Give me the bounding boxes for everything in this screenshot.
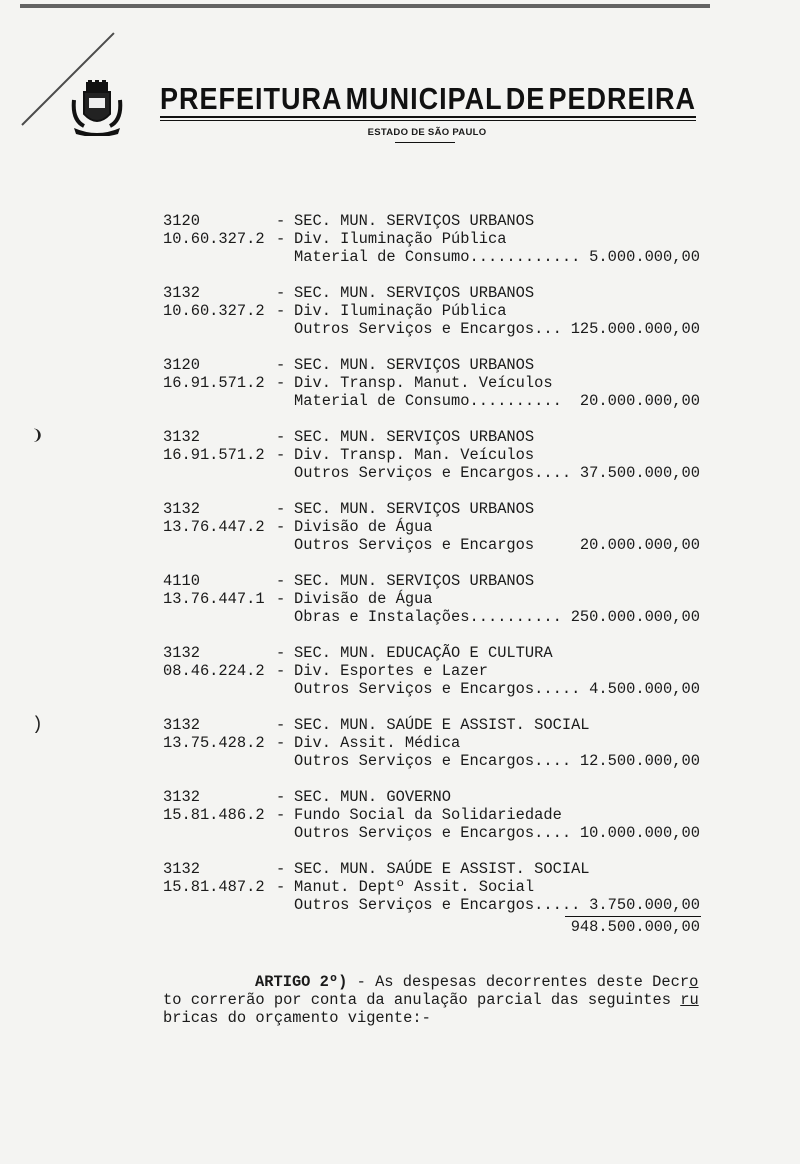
secretariat-name: SEC. MUN. SERVIÇOS URBANOS [294, 284, 535, 302]
element-code: 3132 [163, 860, 200, 878]
total-amount: 948.500.000,00 [570, 918, 700, 936]
title-word: PEDREIRA [548, 82, 696, 116]
division-name: Div. Iluminação Pública [294, 302, 507, 320]
expense-amount: 125.000.000,00 [570, 320, 700, 338]
separator-dash: - [276, 590, 286, 608]
title-word: MUNICIPAL [345, 82, 503, 116]
expense-amount: 250.000.000,00 [570, 608, 700, 626]
separator-dash: - [276, 302, 286, 320]
secretariat-name: SEC. MUN. SAÚDE E ASSIST. SOCIAL [294, 716, 590, 734]
separator-dash: - [276, 734, 286, 752]
division-name: Divisão de Água [294, 590, 433, 608]
program-code: 13.76.447.1 [163, 590, 265, 608]
hyphen-mark: ru [680, 991, 699, 1009]
secretariat-name: SEC. MUN. EDUCAÇÃO E CULTURA [294, 644, 553, 662]
separator-dash: - [276, 860, 286, 878]
title-rule [160, 116, 696, 118]
title-rule-thin [160, 120, 696, 121]
secretariat-name: SEC. MUN. SERVIÇOS URBANOS [294, 212, 535, 230]
division-name: Manut. Deptº Assit. Social [294, 878, 535, 896]
division-name: Div. Transp. Manut. Veículos [294, 374, 553, 392]
separator-dash: - [276, 572, 286, 590]
secretariat-name: SEC. MUN. SERVIÇOS URBANOS [294, 572, 535, 590]
program-code: 16.91.571.2 [163, 374, 265, 392]
division-name: Fundo Social da Solidariedade [294, 806, 562, 824]
separator-dash: - [276, 428, 286, 446]
expense-amount: 5.000.000,00 [589, 248, 700, 266]
separator-dash: - [276, 806, 286, 824]
subtitle-rule [395, 142, 455, 143]
program-code: 10.60.327.2 [163, 302, 265, 320]
separator-dash: - [276, 716, 286, 734]
element-code: 3132 [163, 428, 200, 446]
separator-dash: - [276, 374, 286, 392]
element-code: 4110 [163, 572, 200, 590]
secretariat-name: SEC. MUN. SERVIÇOS URBANOS [294, 356, 535, 374]
separator-dash: - [276, 284, 286, 302]
program-code: 15.81.486.2 [163, 806, 265, 824]
program-code: 10.60.327.2 [163, 230, 265, 248]
expense-item: Outros Serviços e Encargos..... [294, 680, 581, 698]
program-code: 15.81.487.2 [163, 878, 265, 896]
separator-dash: - [276, 230, 286, 248]
element-code: 3132 [163, 788, 200, 806]
separator-dash: - [276, 644, 286, 662]
program-code: 13.76.447.2 [163, 518, 265, 536]
expense-amount: 3.750.000,00 [589, 896, 700, 914]
secretariat-name: SEC. MUN. SERVIÇOS URBANOS [294, 500, 535, 518]
program-code: 08.46.224.2 [163, 662, 265, 680]
separator-dash: - [276, 500, 286, 518]
article-text: - As despesas decorrentes deste Decr [347, 973, 690, 991]
division-name: Div. Iluminação Pública [294, 230, 507, 248]
article-text: to correrão por conta da anulação parcial das seguintes [163, 991, 681, 1009]
division-name: Div. Esportes e Lazer [294, 662, 488, 680]
scan-edge-mark [20, 4, 710, 8]
state-subtitle: ESTADO DE SÃO PAULO [367, 127, 487, 138]
title-word: DE [505, 82, 546, 116]
program-code: 13.75.428.2 [163, 734, 265, 752]
element-code: 3132 [163, 716, 200, 734]
program-code: 16.91.571.2 [163, 446, 265, 464]
division-name: Div. Transp. Man. Veículos [294, 446, 535, 464]
article-line-1 [163, 973, 698, 991]
separator-dash: - [276, 356, 286, 374]
expense-amount: 20.000.000,00 [579, 536, 700, 554]
municipal-coat-of-arms-icon [70, 80, 124, 136]
secretariat-name: SEC. MUN. SAÚDE E ASSIST. SOCIAL [294, 860, 590, 878]
article-line-2 [163, 991, 699, 1009]
separator-dash: - [276, 518, 286, 536]
secretariat-name: SEC. MUN. SERVIÇOS URBANOS [294, 428, 535, 446]
expense-amount: 4.500.000,00 [589, 680, 700, 698]
article-heading: ARTIGO 2º) [255, 973, 348, 991]
division-name: Divisão de Água [294, 518, 433, 536]
expense-item: Outros Serviços e Encargos.... [294, 824, 572, 842]
element-code: 3132 [163, 644, 200, 662]
expense-item: Outros Serviços e Encargos.... [294, 464, 572, 482]
expense-amount: 37.500.000,00 [579, 464, 700, 482]
separator-dash: - [276, 662, 286, 680]
total-rule [565, 916, 701, 917]
secretariat-name: SEC. MUN. GOVERNO [294, 788, 452, 806]
punch-hole-mark: ❩ [32, 427, 43, 447]
separator-dash: - [276, 878, 286, 896]
element-code: 3120 [163, 356, 200, 374]
punch-hole-mark: ) [32, 715, 43, 735]
expense-item: Outros Serviços e Encargos..... [294, 896, 581, 914]
expense-item: Outros Serviços e Encargos [294, 536, 535, 554]
element-code: 3132 [163, 500, 200, 518]
expense-amount: 20.000.000,00 [579, 392, 700, 410]
municipality-title [160, 82, 696, 117]
hyphen-mark: o [689, 973, 699, 991]
separator-dash: - [276, 212, 286, 230]
article-line-3: bricas do orçamento vigente:- [163, 1009, 431, 1027]
expense-item: Material de Consumo............ [294, 248, 581, 266]
expense-item: Outros Serviços e Encargos... [294, 320, 562, 338]
element-code: 3120 [163, 212, 200, 230]
separator-dash: - [276, 446, 286, 464]
title-word: PREFEITURA [160, 82, 343, 116]
expense-item: Obras e Instalações.......... [294, 608, 562, 626]
expense-item: Material de Consumo.......... [294, 392, 562, 410]
expense-amount: 10.000.000,00 [579, 824, 700, 842]
element-code: 3132 [163, 284, 200, 302]
separator-dash: - [276, 788, 286, 806]
expense-amount: 12.500.000,00 [579, 752, 700, 770]
expense-item: Outros Serviços e Encargos.... [294, 752, 572, 770]
division-name: Div. Assit. Médica [294, 734, 461, 752]
